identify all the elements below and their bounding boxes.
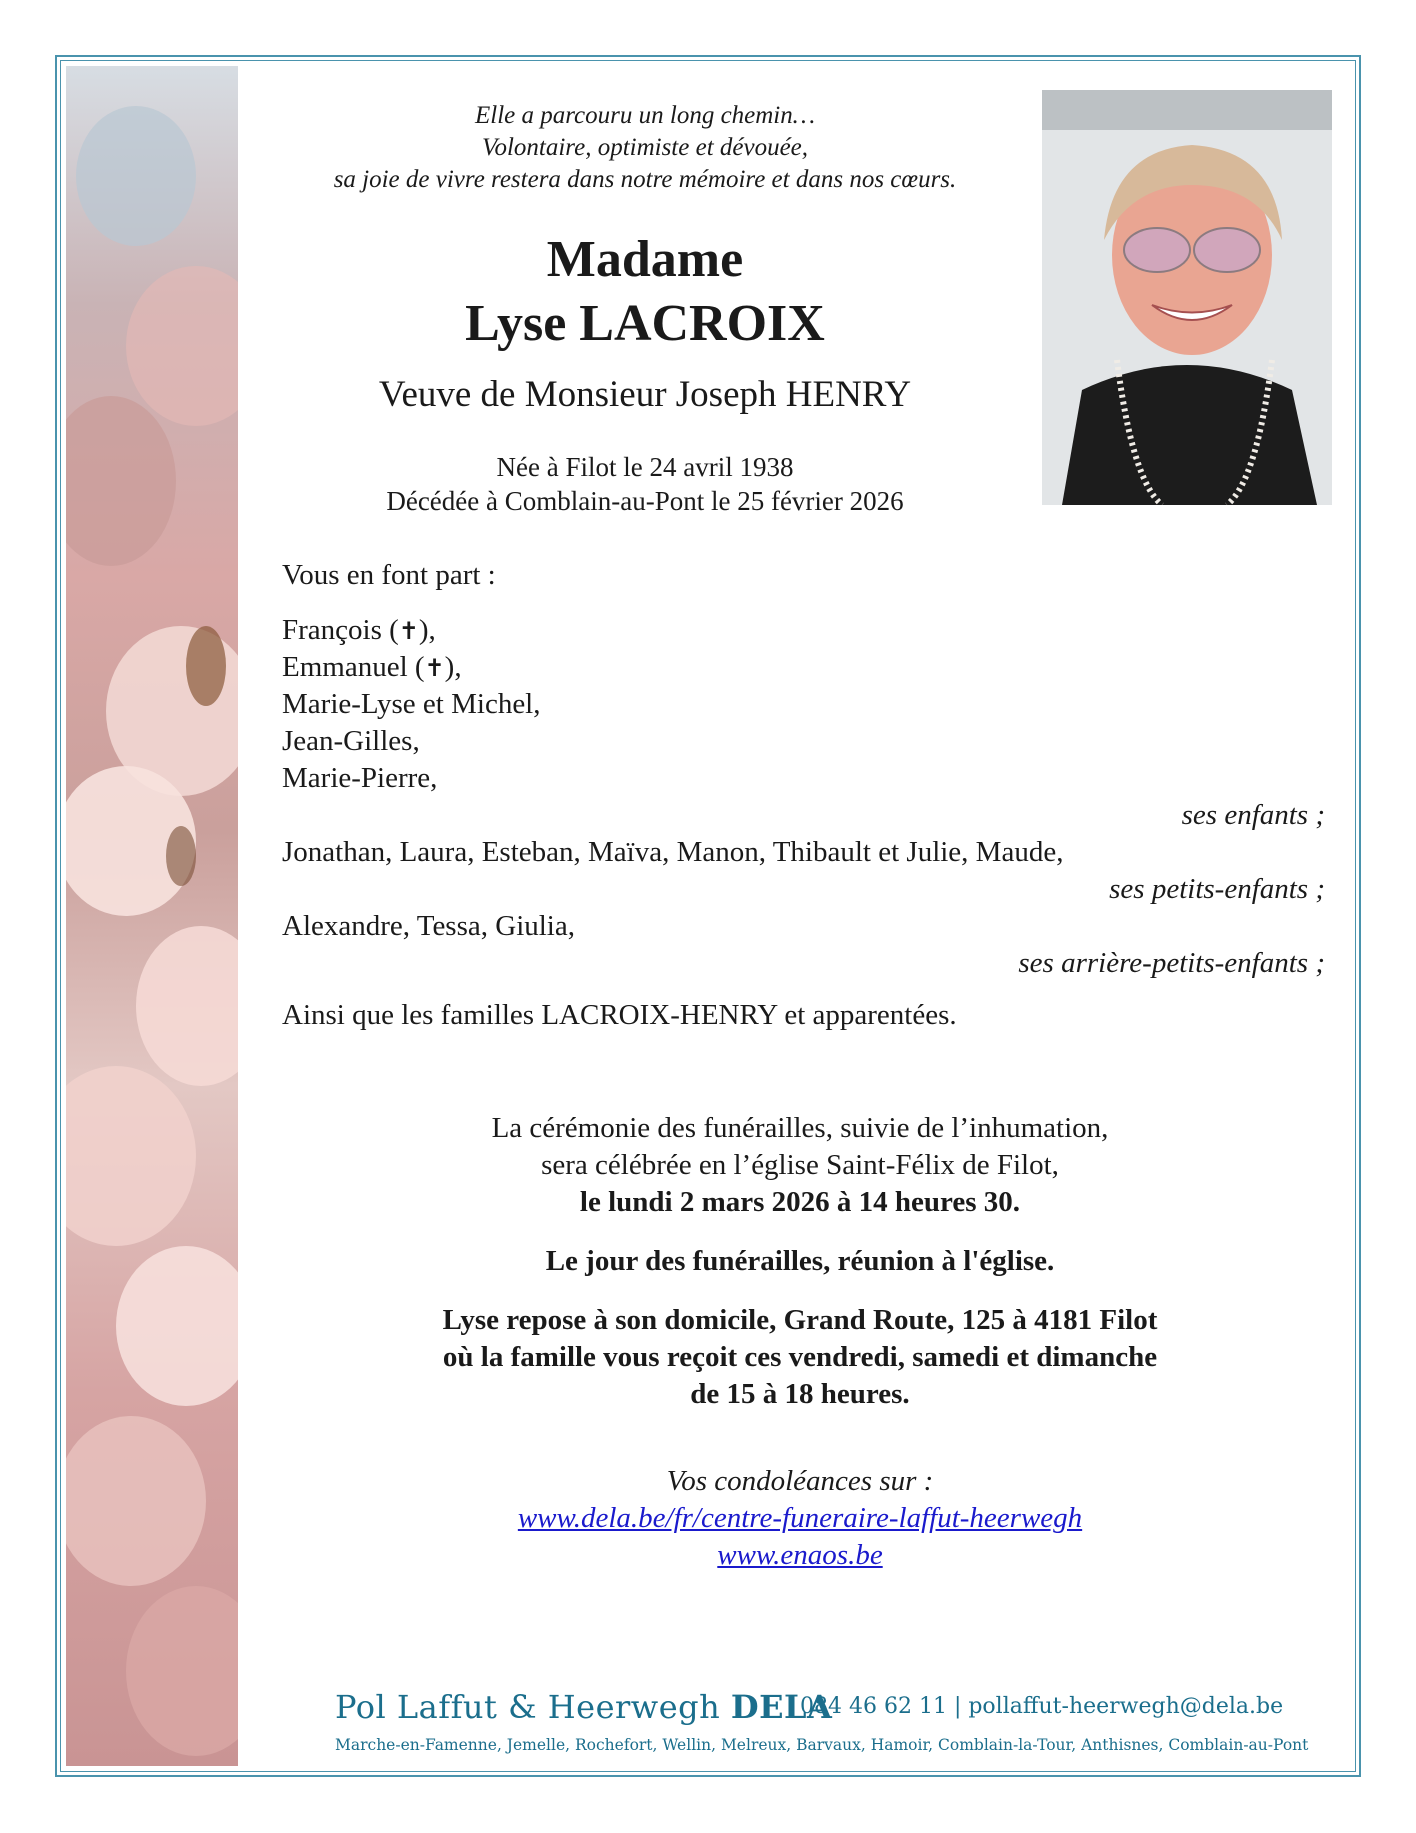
child-jean-gilles: Jean-Gilles, [282,725,420,757]
condolences-link-dela[interactable]: www.dela.be/fr/centre-funeraire-laffut-heerwegh [517,1502,1083,1534]
portrait-photo [1042,90,1332,505]
grandchildren-list: Jonathan, Laura, Esteban, Maïva, Manon, Thibault et Julie, Maude, [282,836,1064,868]
great-grandchildren-label: ses arrière-petits-enfants ; [1018,947,1325,979]
ceremony-date: le lundi 2 mars 2026 à 14 heures 30. [579,1186,1021,1218]
epitaph [245,100,1045,196]
cross-icon: ✝ [424,654,445,682]
death-line: Décédée à Comblain-au-Pont le 25 février 2026 [386,486,904,516]
cherry-blossom-image [66,66,238,1766]
child-marie-pierre: Marie-Pierre, [282,762,438,794]
honorific: Madame [546,231,744,288]
rest-line-2: où la famille vous reçoit ces vendredi, samedi et dimanche [442,1341,1158,1373]
dela-logo: DELA [730,1688,833,1726]
grandchildren-label: ses petits-enfants ; [1109,873,1325,905]
condolences-link-dela-wrap [300,1500,1300,1537]
birth-line: Née à Filot le 24 avril 1938 [496,452,794,482]
child-emmanuel: Emmanuel (✝), [282,651,462,683]
funeral-home-brand [335,1688,832,1726]
meeting-line: Le jour des funérailles, réunion à l'église. [545,1245,1055,1277]
condolences-label: Vos condoléances sur : [666,1465,934,1497]
epitaph-line-2: Volontaire, optimiste et dévouée, [481,134,809,161]
brand-name: Pol Laffut & Heerwegh [335,1688,721,1726]
great-grandchildren-list: Alexandre, Tessa, Giulia, [282,910,575,942]
epitaph-line-3: sa joie de vivre restera dans notre mémoire et dans nos cœurs. [333,166,957,193]
rest-line-1: Lyse repose à son domicile, Grand Route, 125 à 4181 Filot [442,1304,1158,1336]
deceased-name: Lyse LACROIX [465,295,825,352]
children-label: ses enfants ; [1181,799,1325,831]
footer-contact: 084 46 62 11 | pollaffut-heerwegh@dela.be [800,1694,1284,1719]
cross-icon: ✝ [398,617,419,645]
spouse-line: Veuve de Monsieur Joseph HENRY [378,374,912,415]
families-line: Ainsi que les familles LACROIX-HENRY et apparentées. [282,999,957,1031]
ceremony-line-2: sera célébrée en l’église Saint-Félix de Filot, [541,1149,1059,1181]
rest-line-3: de 15 à 18 heures. [690,1378,910,1410]
epitaph-line-1: Elle a parcouru un long chemin… [474,102,815,129]
ceremony-line-1: La cérémonie des funérailles, suivie de l’inhumation, [491,1112,1109,1144]
footer-locations: Marche-en-Famenne, Jemelle, Rochefort, Wellin, Melreux, Barvaux, Hamoir, Comblain-la-Tour, Anthisnes, Comblain-au-Pont [335,1736,1309,1754]
condolences-link-enaos[interactable]: www.enaos.be [717,1539,883,1571]
condolences-link-enaos-wrap [300,1537,1300,1574]
child-francois: François (✝), [282,614,436,646]
announcement-intro: Vous en font part : [282,559,496,591]
child-marie-lyse: Marie-Lyse et Michel, [282,688,541,720]
